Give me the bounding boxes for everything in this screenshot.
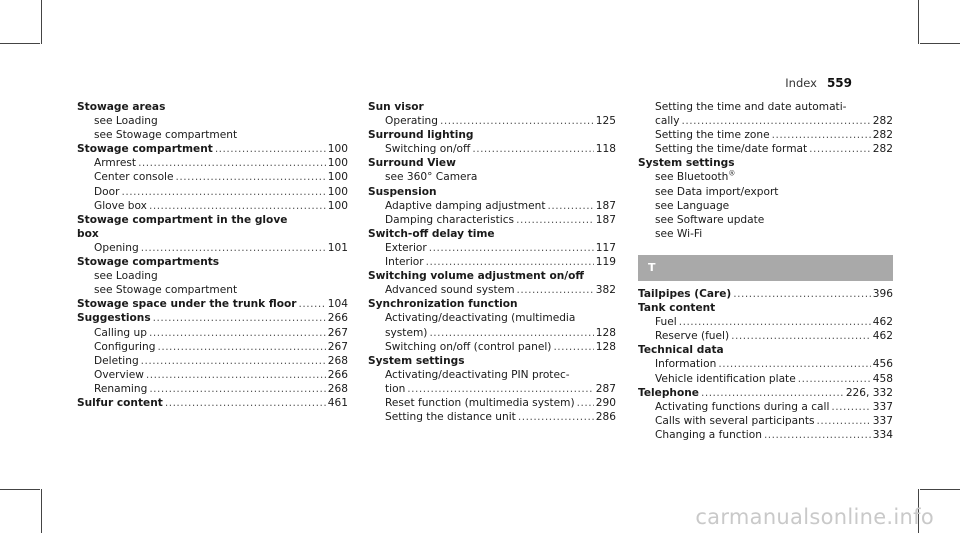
dot-leader bbox=[176, 170, 326, 184]
entry-text: see Loading bbox=[94, 270, 158, 283]
index-subentry bbox=[77, 156, 348, 170]
dot-leader bbox=[472, 142, 593, 156]
page-ref: 282 bbox=[872, 115, 893, 128]
index-subentry bbox=[77, 185, 348, 199]
index-heading bbox=[77, 142, 348, 156]
index-column-3-top bbox=[638, 100, 893, 241]
entry-text: Changing a function bbox=[655, 428, 762, 441]
page-ref: 187 bbox=[595, 213, 616, 226]
entry-text: Surround View bbox=[368, 157, 456, 170]
index-heading bbox=[368, 297, 616, 311]
entry-text: Suggestions bbox=[77, 312, 151, 325]
index-subentry bbox=[638, 114, 893, 128]
entry-text: see Stowage compartment bbox=[94, 129, 238, 142]
index-heading bbox=[77, 396, 348, 410]
index-heading bbox=[77, 297, 348, 311]
page-ref: 100 bbox=[327, 143, 348, 156]
entry-text: Renaming bbox=[94, 382, 148, 395]
registered-mark: ® bbox=[728, 169, 736, 178]
page-ref: 267 bbox=[327, 326, 348, 339]
dot-leader bbox=[701, 386, 844, 400]
index-heading bbox=[638, 301, 893, 315]
page-ref: 282 bbox=[872, 143, 893, 156]
page-ref: 267 bbox=[327, 340, 348, 353]
page-ref: 119 bbox=[595, 256, 616, 269]
entry-text: box bbox=[77, 227, 99, 240]
page-ref: 104 bbox=[327, 298, 348, 311]
page-ref: 396 bbox=[872, 287, 893, 300]
index-subentry bbox=[638, 199, 893, 213]
entry-text: see Language bbox=[655, 199, 730, 212]
page-ref: 462 bbox=[872, 316, 893, 329]
entry-text: Telephone bbox=[638, 386, 699, 399]
dot-leader bbox=[817, 414, 871, 428]
page-ref: 100 bbox=[327, 171, 348, 184]
entry-text: Stowage compartment bbox=[77, 143, 213, 156]
index-subentry bbox=[368, 368, 616, 382]
index-column-2 bbox=[368, 100, 616, 424]
page-ref: 187 bbox=[595, 199, 616, 212]
index-heading bbox=[77, 255, 348, 269]
index-subentry bbox=[638, 128, 893, 142]
page-ref: 268 bbox=[327, 382, 348, 395]
entry-text: Door bbox=[94, 185, 120, 198]
dot-leader bbox=[548, 199, 594, 213]
index-subentry bbox=[638, 213, 893, 227]
index-subentry bbox=[368, 255, 616, 269]
page-ref: 125 bbox=[595, 115, 616, 128]
crop-mark bbox=[918, 0, 919, 44]
entry-text: Synchronization function bbox=[368, 298, 518, 311]
page-ref: 268 bbox=[327, 354, 348, 367]
entry-text: Switching on/off (control panel) bbox=[385, 340, 552, 353]
entry-text: System settings bbox=[368, 354, 465, 367]
entry-text: Setting the time/date format bbox=[655, 143, 808, 156]
entry-text: Adaptive damping adjustment bbox=[385, 199, 546, 212]
entry-text: see Wi-Fi bbox=[655, 227, 703, 240]
index-subentry bbox=[638, 100, 893, 114]
index-subentry bbox=[77, 269, 348, 283]
index-column-3 bbox=[638, 100, 893, 442]
entry-text: Switching on/off bbox=[385, 143, 471, 156]
index-subentry bbox=[368, 142, 616, 156]
dot-leader bbox=[157, 340, 325, 354]
letter-section-bar: T bbox=[638, 255, 893, 281]
index-subentry bbox=[77, 354, 348, 368]
index-heading bbox=[77, 227, 348, 241]
entry-text: Stowage compartment in the glove bbox=[77, 213, 288, 226]
index-heading bbox=[638, 287, 893, 301]
entry-text: Overview bbox=[94, 368, 144, 381]
entry-text: Switching volume adjustment on/off bbox=[368, 270, 584, 283]
entry-text: Calling up bbox=[94, 326, 147, 339]
index-subentry bbox=[368, 410, 616, 424]
entry-text: cally bbox=[655, 115, 680, 128]
index-subentry bbox=[638, 414, 893, 428]
entry-text: Information bbox=[655, 358, 717, 371]
watermark: carmanualsonline.info bbox=[695, 505, 934, 529]
index-subentry bbox=[77, 114, 348, 128]
index-subentry bbox=[368, 199, 616, 213]
entry-text: tion bbox=[385, 382, 406, 395]
entry-text: System settings bbox=[638, 157, 735, 170]
index-column-1 bbox=[77, 100, 348, 410]
dot-leader bbox=[577, 396, 594, 410]
page-ref: 461 bbox=[327, 396, 348, 409]
entry-text: Setting the time and date automati- bbox=[655, 101, 847, 113]
entry-text: see 360° Camera bbox=[385, 171, 478, 184]
dot-leader bbox=[426, 255, 594, 269]
index-subentry bbox=[77, 199, 348, 213]
dot-leader bbox=[440, 114, 594, 128]
dot-leader bbox=[553, 340, 593, 354]
index-heading bbox=[368, 269, 616, 283]
index-subentry bbox=[638, 142, 893, 156]
dot-leader bbox=[516, 213, 594, 227]
page-ref: 282 bbox=[872, 129, 893, 142]
dot-leader bbox=[149, 326, 326, 340]
page-ref: 290 bbox=[595, 396, 616, 409]
section-title: Index bbox=[785, 76, 817, 90]
page-ref: 100 bbox=[327, 157, 348, 170]
page-ref: 337 bbox=[872, 400, 893, 413]
index-subentry bbox=[77, 368, 348, 382]
entry-text: Exterior bbox=[385, 241, 427, 254]
dot-leader bbox=[215, 142, 326, 156]
index-subentry bbox=[368, 396, 616, 410]
crop-mark bbox=[41, 489, 42, 533]
index-subentry bbox=[368, 326, 616, 340]
entry-text: Tailpipes (Care) bbox=[638, 287, 732, 300]
entry-text: Setting the time zone bbox=[655, 129, 770, 142]
dot-leader bbox=[764, 428, 871, 442]
page-ref: 118 bbox=[595, 143, 616, 156]
page-ref: 117 bbox=[595, 241, 616, 254]
index-subentry bbox=[638, 170, 893, 184]
entry-text: Interior bbox=[385, 256, 424, 269]
dot-leader bbox=[165, 396, 326, 410]
dot-leader bbox=[138, 156, 326, 170]
entry-text: Reserve (fuel) bbox=[655, 330, 730, 343]
page-ref: 458 bbox=[872, 372, 893, 385]
dot-leader bbox=[517, 283, 594, 297]
entry-text: Technical data bbox=[638, 344, 724, 357]
page-ref: 266 bbox=[327, 368, 348, 381]
index-subentry bbox=[77, 283, 348, 297]
index-subentry bbox=[368, 283, 616, 297]
entry-text: system) bbox=[385, 326, 428, 339]
entry-text: Calls with several participants bbox=[655, 414, 815, 427]
entry-text: Activating functions during a call bbox=[655, 400, 830, 413]
entry-text: Activating/deactivating PIN protec- bbox=[385, 368, 570, 381]
index-column-3-bottom bbox=[638, 287, 893, 442]
page-ref: 337 bbox=[872, 414, 893, 427]
index-subentry bbox=[77, 128, 348, 142]
dot-leader bbox=[429, 241, 594, 255]
page-ref: 287 bbox=[595, 382, 616, 395]
index-subentry bbox=[638, 315, 893, 329]
entry-text: Switch-off delay time bbox=[368, 227, 495, 240]
entry-text: see Bluetooth® bbox=[655, 169, 736, 184]
index-heading bbox=[638, 343, 893, 357]
index-subentry bbox=[77, 382, 348, 396]
entry-text: Fuel bbox=[655, 316, 677, 329]
dot-leader bbox=[141, 354, 326, 368]
dot-leader bbox=[681, 114, 870, 128]
index-heading bbox=[77, 100, 348, 114]
page-ref: 128 bbox=[595, 340, 616, 353]
dot-leader bbox=[407, 382, 593, 396]
index-subentry bbox=[638, 428, 893, 442]
dot-leader bbox=[772, 128, 871, 142]
dot-leader bbox=[679, 315, 871, 329]
index-subentry bbox=[638, 329, 893, 343]
index-heading bbox=[368, 100, 616, 114]
entry-text: Opening bbox=[94, 241, 139, 254]
dot-leader bbox=[429, 326, 593, 340]
entry-text: Tank content bbox=[638, 302, 716, 315]
index-subentry bbox=[77, 170, 348, 184]
index-subentry bbox=[638, 185, 893, 199]
entry-text: Sulfur content bbox=[77, 396, 163, 409]
entry-text: Suspension bbox=[368, 185, 437, 198]
index-heading bbox=[77, 311, 348, 325]
entry-text: Advanced sound system bbox=[385, 284, 515, 297]
index-subentry bbox=[368, 340, 616, 354]
entry-text: Reset function (multimedia system) bbox=[385, 396, 575, 409]
entry-text: see Data import/export bbox=[655, 185, 779, 198]
entry-text: Activating/deactivating (multimedia bbox=[385, 312, 576, 325]
crop-mark bbox=[920, 489, 960, 490]
page-header bbox=[785, 76, 852, 90]
page-ref: 101 bbox=[327, 241, 348, 254]
entry-text: Stowage space under the trunk floor bbox=[77, 298, 297, 311]
dot-leader bbox=[149, 199, 326, 213]
page-ref: 382 bbox=[595, 284, 616, 297]
page-ref: 286 bbox=[595, 411, 616, 424]
entry-text: see Software update bbox=[655, 213, 765, 226]
page-ref: 100 bbox=[327, 199, 348, 212]
index-subentry bbox=[77, 241, 348, 255]
page-number: 559 bbox=[826, 76, 852, 90]
index-heading bbox=[638, 156, 893, 170]
index-heading bbox=[638, 386, 893, 400]
index-subentry bbox=[638, 227, 893, 241]
dot-leader bbox=[141, 241, 326, 255]
entry-text: Operating bbox=[385, 115, 438, 128]
dot-leader bbox=[718, 357, 870, 371]
dot-leader bbox=[149, 382, 325, 396]
entry-text: Stowage areas bbox=[77, 101, 166, 113]
dot-leader bbox=[153, 311, 326, 325]
entry-text: Setting the distance unit bbox=[385, 411, 516, 424]
index-heading bbox=[368, 227, 616, 241]
index-subentry bbox=[638, 372, 893, 386]
entry-text: see Stowage compartment bbox=[94, 284, 238, 297]
entry-text: Glove box bbox=[94, 199, 147, 212]
index-subentry bbox=[368, 241, 616, 255]
entry-text: Armrest bbox=[94, 157, 137, 170]
dot-leader bbox=[831, 400, 870, 414]
page-ref: 456 bbox=[872, 358, 893, 371]
dot-leader bbox=[733, 287, 871, 301]
entry-text: Deleting bbox=[94, 354, 139, 367]
entry-text: Damping characteristics bbox=[385, 213, 515, 226]
dot-leader bbox=[518, 410, 594, 424]
index-subentry bbox=[368, 311, 616, 325]
index-heading bbox=[77, 213, 348, 227]
index-subentry bbox=[368, 213, 616, 227]
dot-leader bbox=[146, 368, 326, 382]
entry-text: see Loading bbox=[94, 115, 158, 128]
page-ref: 128 bbox=[595, 326, 616, 339]
page-ref: 100 bbox=[327, 185, 348, 198]
index-subentry bbox=[368, 114, 616, 128]
index-subentry bbox=[77, 326, 348, 340]
index-heading bbox=[368, 185, 616, 199]
index-subentry bbox=[638, 357, 893, 371]
dot-leader bbox=[121, 185, 325, 199]
page-ref: 266 bbox=[327, 312, 348, 325]
index-heading bbox=[368, 128, 616, 142]
entry-text: Center console bbox=[94, 171, 174, 184]
entry-text: Vehicle identification plate bbox=[655, 372, 796, 385]
dot-leader bbox=[798, 372, 871, 386]
index-subentry bbox=[77, 340, 348, 354]
index-subentry bbox=[368, 170, 616, 184]
index-subentry bbox=[638, 400, 893, 414]
index-heading bbox=[368, 156, 616, 170]
index-subentry bbox=[368, 382, 616, 396]
page-ref: 462 bbox=[872, 330, 893, 343]
page-ref: 226, 332 bbox=[845, 386, 893, 399]
entry-text: Surround lighting bbox=[368, 129, 474, 142]
page-ref: 334 bbox=[872, 428, 893, 441]
entry-text: Sun visor bbox=[368, 101, 424, 113]
index-heading bbox=[368, 354, 616, 368]
crop-mark bbox=[0, 43, 40, 44]
crop-mark bbox=[0, 489, 40, 490]
crop-mark bbox=[41, 0, 42, 44]
entry-text: Configuring bbox=[94, 340, 156, 353]
dot-leader bbox=[809, 142, 871, 156]
dot-leader bbox=[299, 297, 326, 311]
crop-mark bbox=[920, 43, 960, 44]
dot-leader bbox=[731, 329, 871, 343]
entry-text: Stowage compartments bbox=[77, 256, 220, 269]
